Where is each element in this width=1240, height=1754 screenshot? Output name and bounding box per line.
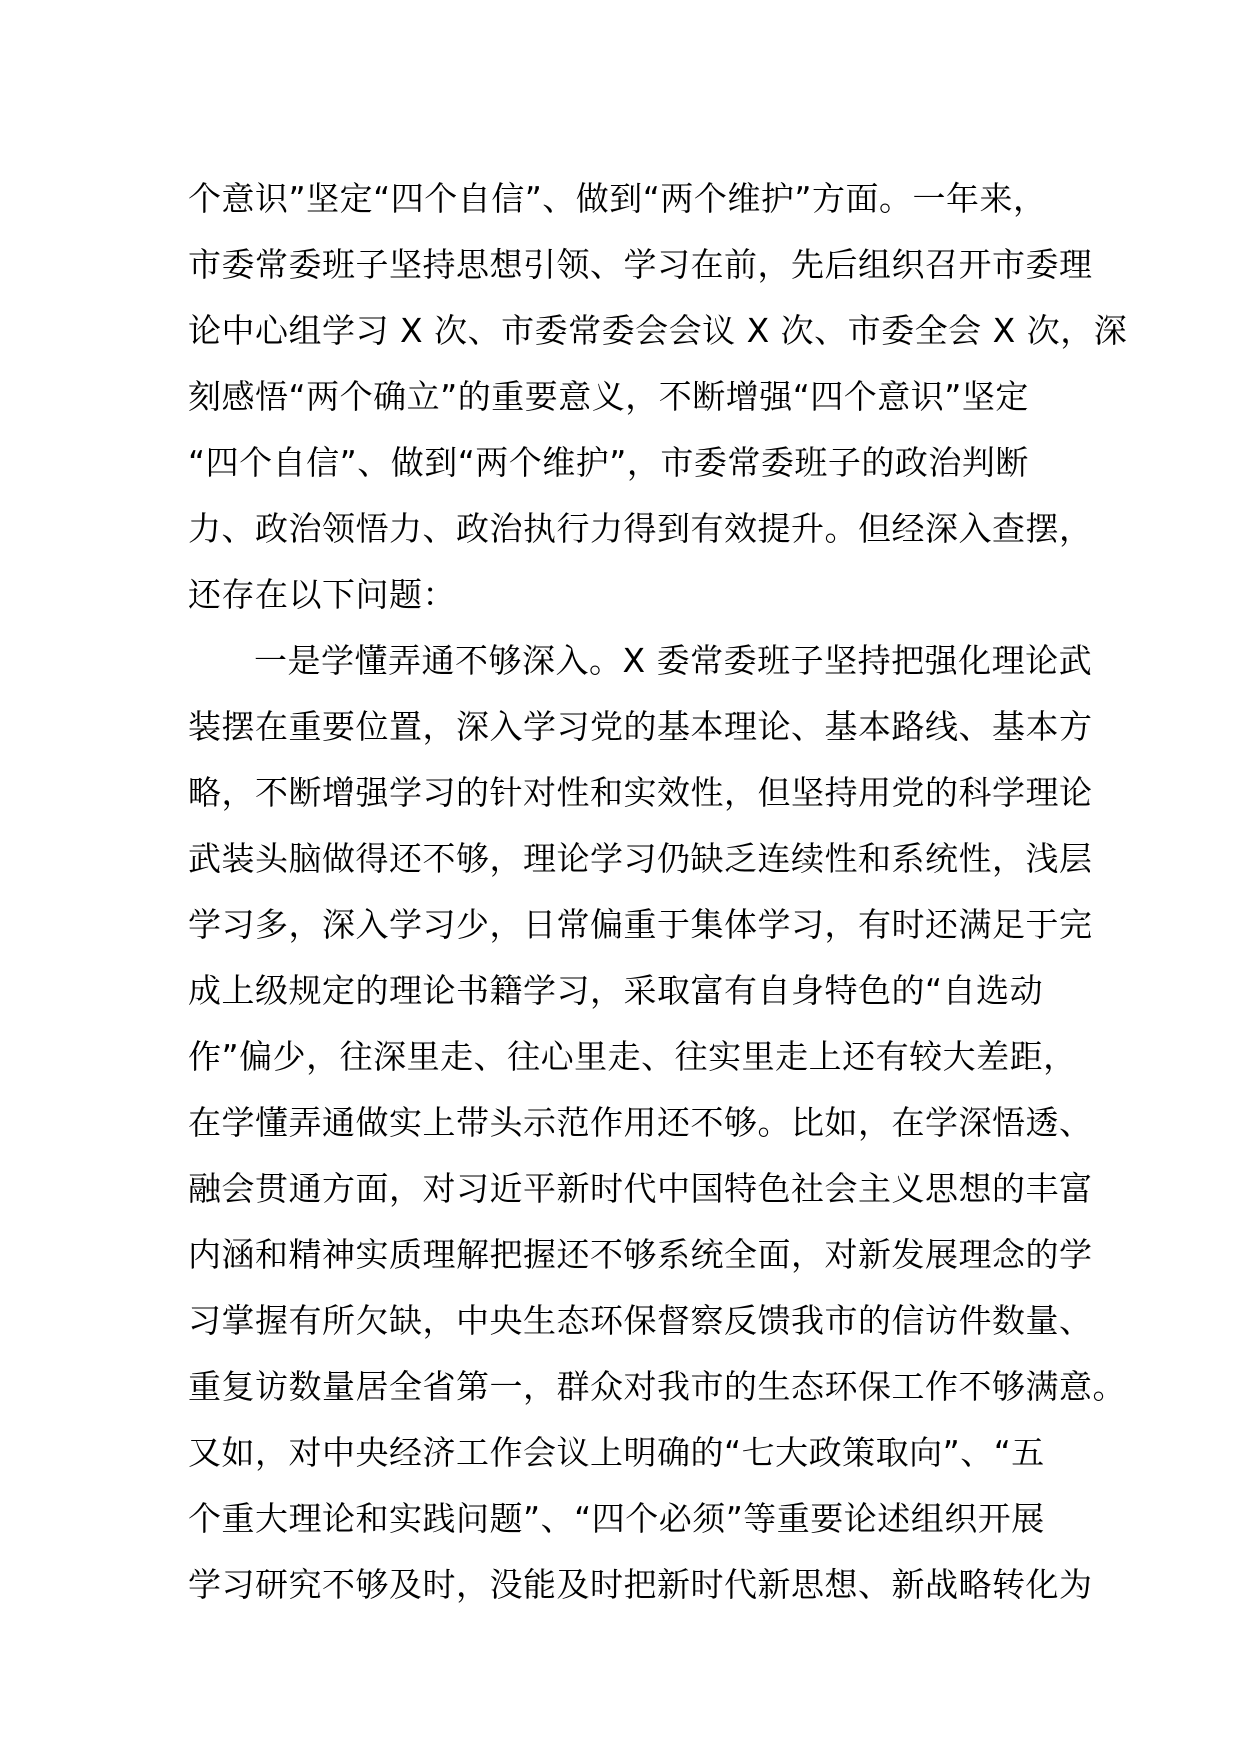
document-body — [188, 166, 1128, 1618]
text-line: 力、政治领悟力、政治执行力得到有效提升。但经深入查摆， — [188, 509, 1093, 548]
text-line: 武装头脑做得还不够，理论学习仍缺乏连续性和系统性，浅层 — [188, 839, 1093, 878]
text-line: 市委常委班子坚持思想引领、学习在前，先后组织召开市委理 — [188, 245, 1093, 284]
text-line: 成上级规定的理论书籍学习，采取富有自身特色的“自选动 — [188, 971, 1044, 1010]
text-line: 论中心组学习 X 次、市委常委会会议 X 次、市委全会 X 次，深 — [188, 311, 1128, 350]
text-line: 又如，对中央经济工作会议上明确的“七大政策取向”、“五 — [188, 1433, 1045, 1472]
text-line: 内涵和精神实质理解把握还不够系统全面，对新发展理念的学 — [188, 1235, 1093, 1274]
text-line: 略，不断增强学习的针对性和实效性，但坚持用党的科学理论 — [188, 773, 1093, 812]
text-line: 习掌握有所欠缺，中央生态环保督察反馈我市的信访件数量、 — [188, 1301, 1093, 1340]
text-line: 重复访数量居全省第一，群众对我市的生态环保工作不够满意。 — [188, 1367, 1126, 1406]
text-line: 融会贯通方面，对习近平新时代中国特色社会主义思想的丰富 — [188, 1169, 1093, 1208]
text-line: “四个自信”、做到“两个维护”，市委常委班子的政治判断 — [188, 443, 1029, 482]
text-line: 在学懂弄通做实上带头示范作用还不够。比如，在学深悟透、 — [188, 1103, 1093, 1142]
text-line: 装摆在重要位置，深入学习党的基本理论、基本路线、基本方 — [188, 707, 1093, 746]
text-line: 刻感悟“两个确立”的重要意义，不断增强“四个意识”坚定 — [188, 377, 1029, 416]
text-line: 还存在以下问题： — [188, 575, 456, 614]
text-line: 作”偏少，往深里走、往心里走、往实里走上还有较大差距， — [188, 1037, 1077, 1076]
paragraph-first-line: 一是学懂弄通不够深入。X 委常委班子坚持把强化理论武 — [254, 641, 1093, 680]
text-line: 个重大理论和实践问题”、“四个必须”等重要论述组织开展 — [188, 1499, 1045, 1538]
text-line: 学习多，深入学习少，日常偏重于集体学习，有时还满足于完 — [188, 905, 1093, 944]
text-line: 个意识”坚定“四个自信”、做到“两个维护”方面。一年来， — [188, 179, 1047, 218]
text-line: 学习研究不够及时，没能及时把新时代新思想、新战略转化为 — [188, 1565, 1093, 1604]
